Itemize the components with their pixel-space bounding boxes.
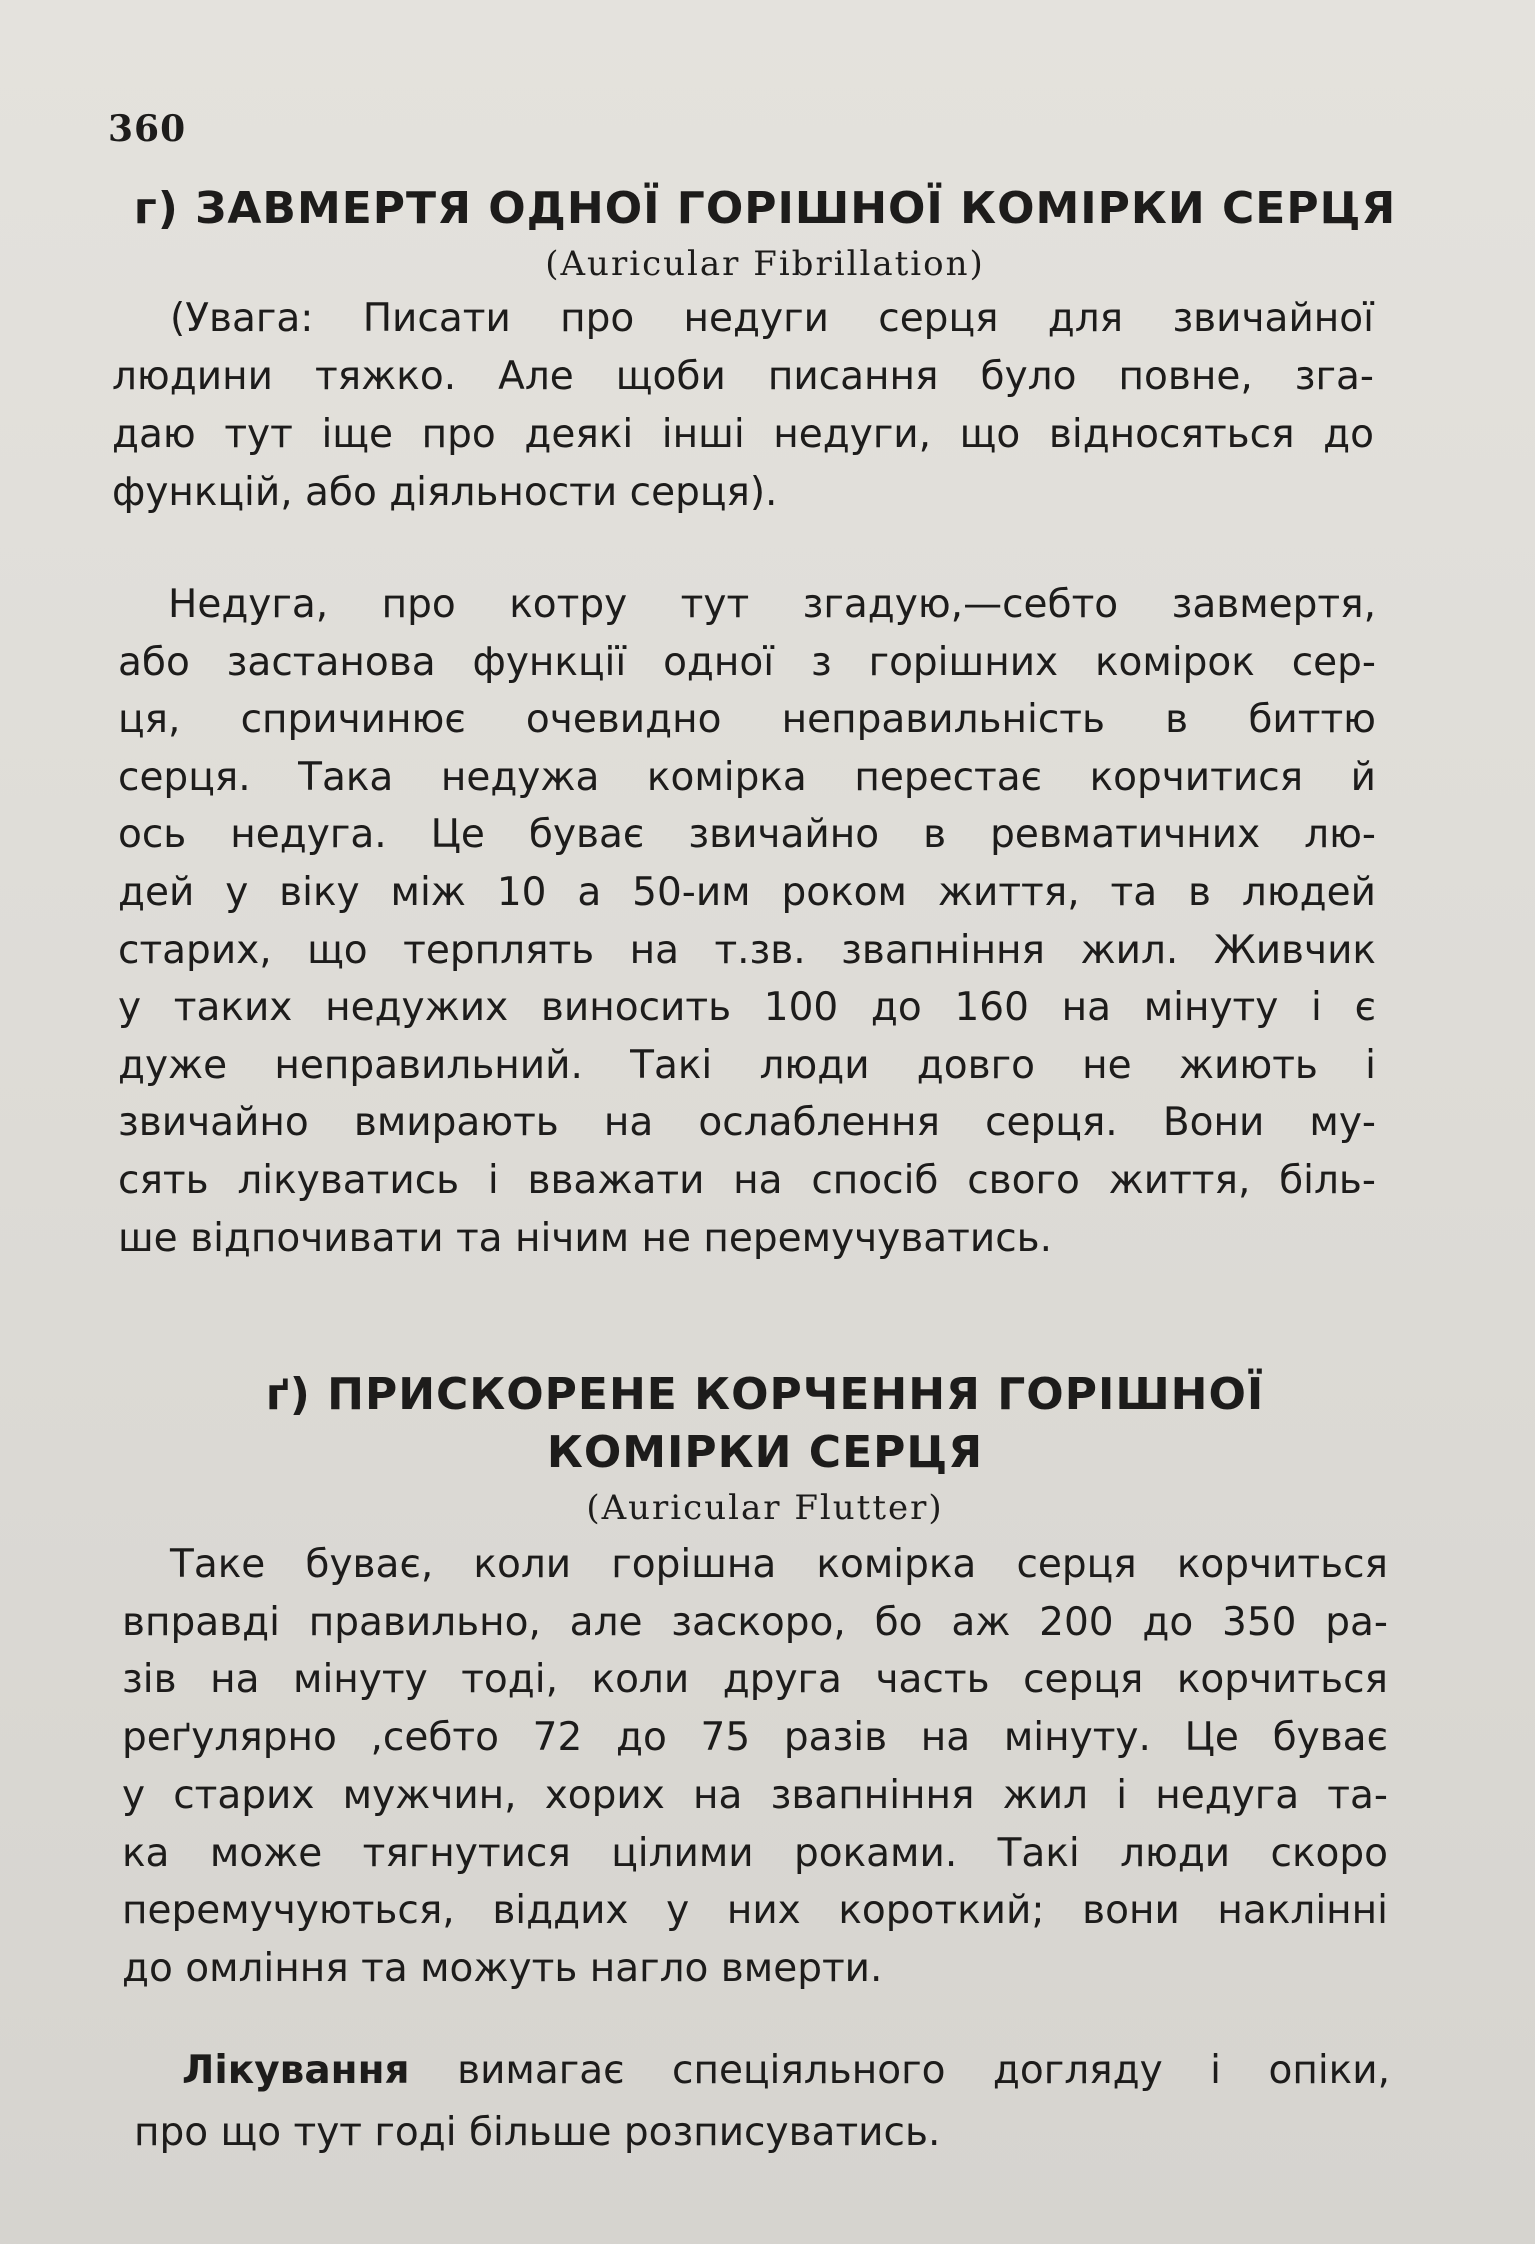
body-line: сять лікуватись і вважати на спосіб свого життя, біль-	[118, 1157, 1376, 1203]
body-line: перемучуються, віддих у них короткий; вони наклінні	[122, 1888, 1388, 1934]
page-number: 360	[108, 108, 187, 150]
body-line: ше відпочивати та нічим не перемучуватись.	[118, 1215, 1053, 1261]
body-line: Недуга, про котру тут згадую,—себто завмертя,	[168, 582, 1376, 627]
section2-heading-line2: КОМІРКИ СЕРЦЯ	[546, 1427, 984, 1478]
body-line: ка може тягнутися цілими роками. Такі люди скоро	[122, 1830, 1388, 1876]
note-line: функцій, або діяльности серця).	[112, 470, 778, 515]
section1-heading: г) ЗАВМЕРТЯ ОДНОЇ ГОРІШНОЇ КОМІРКИ СЕРЦЯ	[133, 183, 1397, 234]
section1-note	[112, 290, 1374, 522]
body-line: вправді правильно, але заскоро, бо аж 200 до 350 ра-	[122, 1599, 1388, 1645]
note-line: людини тяжко. Але щоби писання було повне, зга-	[112, 354, 1374, 399]
body-line: ця, спричинює очевидно неправильність в биттю	[118, 697, 1376, 743]
body-line: реґулярно ,себто 72 до 75 разів на мінуту. Це буває	[122, 1715, 1388, 1761]
body-line: серця. Така недужа комірка перестає корчитися й	[118, 754, 1376, 800]
body-line: до омління та можуть нагло вмерти.	[122, 1945, 883, 1991]
body-line: звичайно вмирають на ослаблення серця. Вони му-	[118, 1100, 1376, 1146]
section1-body	[118, 576, 1376, 1267]
body-line: у таких недужих виносить 100 до 160 на мінуту і є	[118, 985, 1376, 1031]
note-line: даю тут іще про деякі інші недуги, що відносяться до	[112, 412, 1374, 457]
body-line: зів на мінуту тоді, коли друга часть серця корчиться	[122, 1657, 1388, 1703]
body-line: ось недуга. Це буває звичайно в ревматичних лю-	[118, 812, 1376, 858]
treatment-line	[134, 2040, 1390, 2102]
body-line: Таке буває, коли горішна комірка серця корчиться	[170, 1542, 1388, 1587]
body-line: або застанова функції одної з горішних комірок сер-	[118, 639, 1376, 685]
section2-body	[122, 1536, 1388, 1998]
note-line: (Увага: Писати про недуги серця для звичайної	[170, 296, 1374, 341]
treatment-paragraph	[134, 2040, 1390, 2164]
treatment-label: Лікування	[182, 2048, 410, 2093]
body-line: у старих мужчин, хорих на звапніння жил і недуга та-	[122, 1772, 1388, 1818]
body-line: дуже неправильний. Такі люди довго не жиють і	[118, 1042, 1376, 1088]
treatment-text: вимагає спеціяльного догляду і опіки,	[409, 2048, 1390, 2093]
section2-heading-line1: ґ) ПРИСКОРЕНЕ КОРЧЕННЯ ГОРІШНОЇ	[265, 1369, 1265, 1420]
section2-subtitle: (Auricular Flutter)	[586, 1488, 944, 1528]
treatment-line: про що тут годі більше розписуватись.	[134, 2110, 941, 2155]
body-line: дей у віку між 10 а 50-им роком життя, та в людей	[118, 869, 1376, 915]
body-line: старих, що терплять на т.зв. звапніння жил. Живчик	[118, 927, 1376, 973]
section1-subtitle: (Auricular Fibrillation)	[545, 244, 985, 284]
